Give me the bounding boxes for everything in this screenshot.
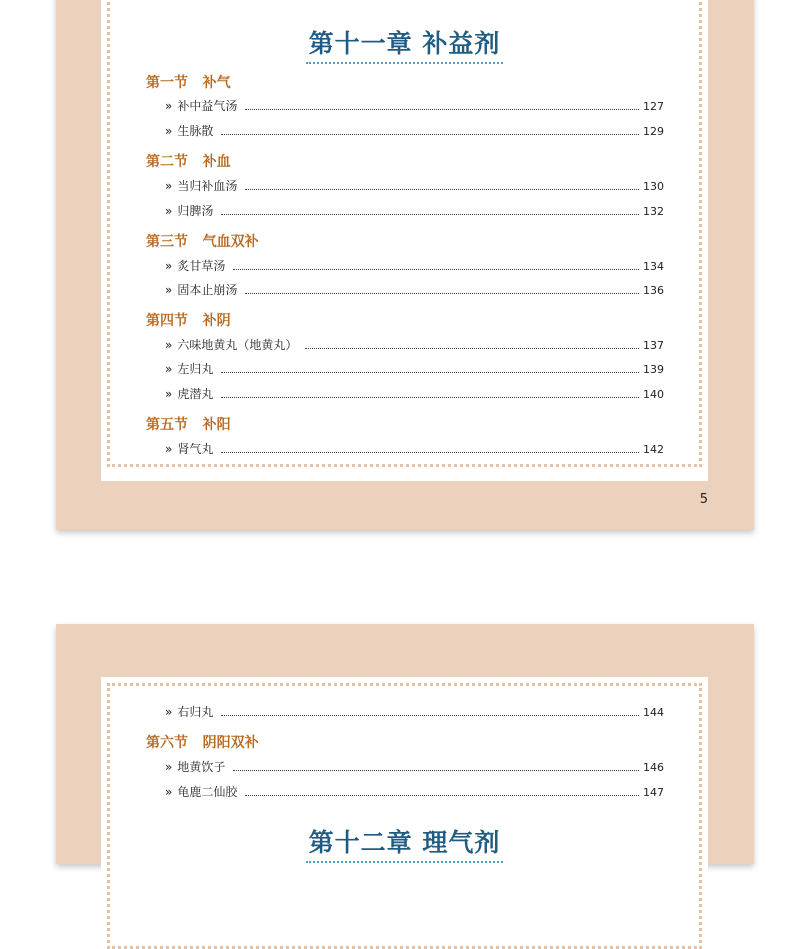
dot-leader bbox=[245, 189, 639, 190]
toc-entry[interactable] bbox=[165, 336, 664, 353]
entry-name: 龟鹿二仙胶 bbox=[177, 785, 238, 799]
dot-leader bbox=[245, 109, 639, 110]
bullet-icon: » bbox=[165, 338, 173, 352]
dot-leader bbox=[221, 134, 639, 135]
dot-leader bbox=[221, 214, 639, 215]
dot-leader bbox=[221, 452, 639, 453]
section-heading: 第四节 补阴 bbox=[146, 313, 231, 329]
entry-page: 129 bbox=[643, 125, 664, 138]
toc-entry[interactable] bbox=[165, 281, 664, 298]
section-heading: 第三节 气血双补 bbox=[146, 234, 259, 250]
page-number: 5 bbox=[699, 492, 708, 507]
decorative-border bbox=[107, 683, 702, 949]
entry-name: 生脉散 bbox=[177, 124, 214, 138]
bullet-icon: » bbox=[165, 785, 173, 799]
entry-page: 134 bbox=[643, 260, 664, 273]
entry-page: 127 bbox=[643, 100, 664, 113]
entry-name: 炙甘草汤 bbox=[177, 259, 226, 273]
page-content bbox=[101, 0, 708, 481]
dot-leader bbox=[245, 293, 639, 294]
dot-leader bbox=[233, 770, 639, 771]
entry-name: 补中益气汤 bbox=[177, 99, 238, 113]
section-heading: 第六节 阴阳双补 bbox=[146, 735, 259, 751]
entry-page: 142 bbox=[643, 443, 664, 456]
dot-leader bbox=[233, 269, 639, 270]
bullet-icon: » bbox=[165, 179, 173, 193]
bullet-icon: » bbox=[165, 259, 173, 273]
toc-entry[interactable] bbox=[165, 783, 664, 800]
section-heading: 第二节 补血 bbox=[146, 154, 231, 170]
toc-entry[interactable] bbox=[165, 440, 664, 457]
bullet-icon: » bbox=[165, 362, 173, 376]
bullet-icon: » bbox=[165, 705, 173, 719]
entry-page: 130 bbox=[643, 180, 664, 193]
toc-entry[interactable] bbox=[165, 257, 664, 274]
entry-page: 137 bbox=[643, 339, 664, 352]
bullet-icon: » bbox=[165, 387, 173, 401]
toc-page-2 bbox=[56, 624, 754, 864]
entry-name: 虎潜丸 bbox=[177, 387, 214, 401]
entry-name: 当归补血汤 bbox=[177, 179, 238, 193]
toc-entry[interactable] bbox=[165, 97, 664, 114]
toc-entry[interactable] bbox=[165, 122, 664, 139]
toc-entry[interactable] bbox=[165, 703, 664, 720]
bullet-icon: » bbox=[165, 124, 173, 138]
entry-name: 左归丸 bbox=[177, 362, 214, 376]
section-heading: 第五节 补阳 bbox=[146, 417, 231, 433]
page-content bbox=[101, 677, 708, 917]
chapter-title: 第十一章 补益剂 bbox=[101, 24, 708, 64]
entry-name: 地黄饮子 bbox=[177, 760, 226, 774]
section-heading: 第一节 补气 bbox=[146, 75, 231, 91]
entry-name: 肾气丸 bbox=[177, 442, 214, 456]
entry-name: 固本止崩汤 bbox=[177, 283, 238, 297]
dot-leader bbox=[221, 372, 639, 373]
next-chapter-title: 第十二章 理气剂 bbox=[101, 823, 708, 863]
toc-entry[interactable] bbox=[165, 758, 664, 775]
dot-leader bbox=[221, 397, 639, 398]
entry-page: 146 bbox=[643, 761, 664, 774]
bullet-icon: » bbox=[165, 442, 173, 456]
dot-leader bbox=[305, 348, 639, 349]
dot-leader bbox=[245, 795, 639, 796]
toc-entry[interactable] bbox=[165, 202, 664, 219]
toc-entry[interactable] bbox=[165, 360, 664, 377]
bullet-icon: » bbox=[165, 99, 173, 113]
entry-page: 136 bbox=[643, 284, 664, 297]
dot-leader bbox=[221, 715, 639, 716]
bullet-icon: » bbox=[165, 283, 173, 297]
entry-name: 归脾汤 bbox=[177, 204, 214, 218]
entry-page: 140 bbox=[643, 388, 664, 401]
toc-page-1 bbox=[56, 0, 754, 530]
entry-page: 144 bbox=[643, 706, 664, 719]
entry-page: 132 bbox=[643, 205, 664, 218]
entry-page: 139 bbox=[643, 363, 664, 376]
entry-page: 147 bbox=[643, 786, 664, 799]
bullet-icon: » bbox=[165, 760, 173, 774]
toc-entry[interactable] bbox=[165, 177, 664, 194]
entry-name: 六味地黄丸（地黄丸） bbox=[177, 338, 298, 352]
toc-entry[interactable] bbox=[165, 385, 664, 402]
bullet-icon: » bbox=[165, 204, 173, 218]
entry-name: 右归丸 bbox=[177, 705, 214, 719]
